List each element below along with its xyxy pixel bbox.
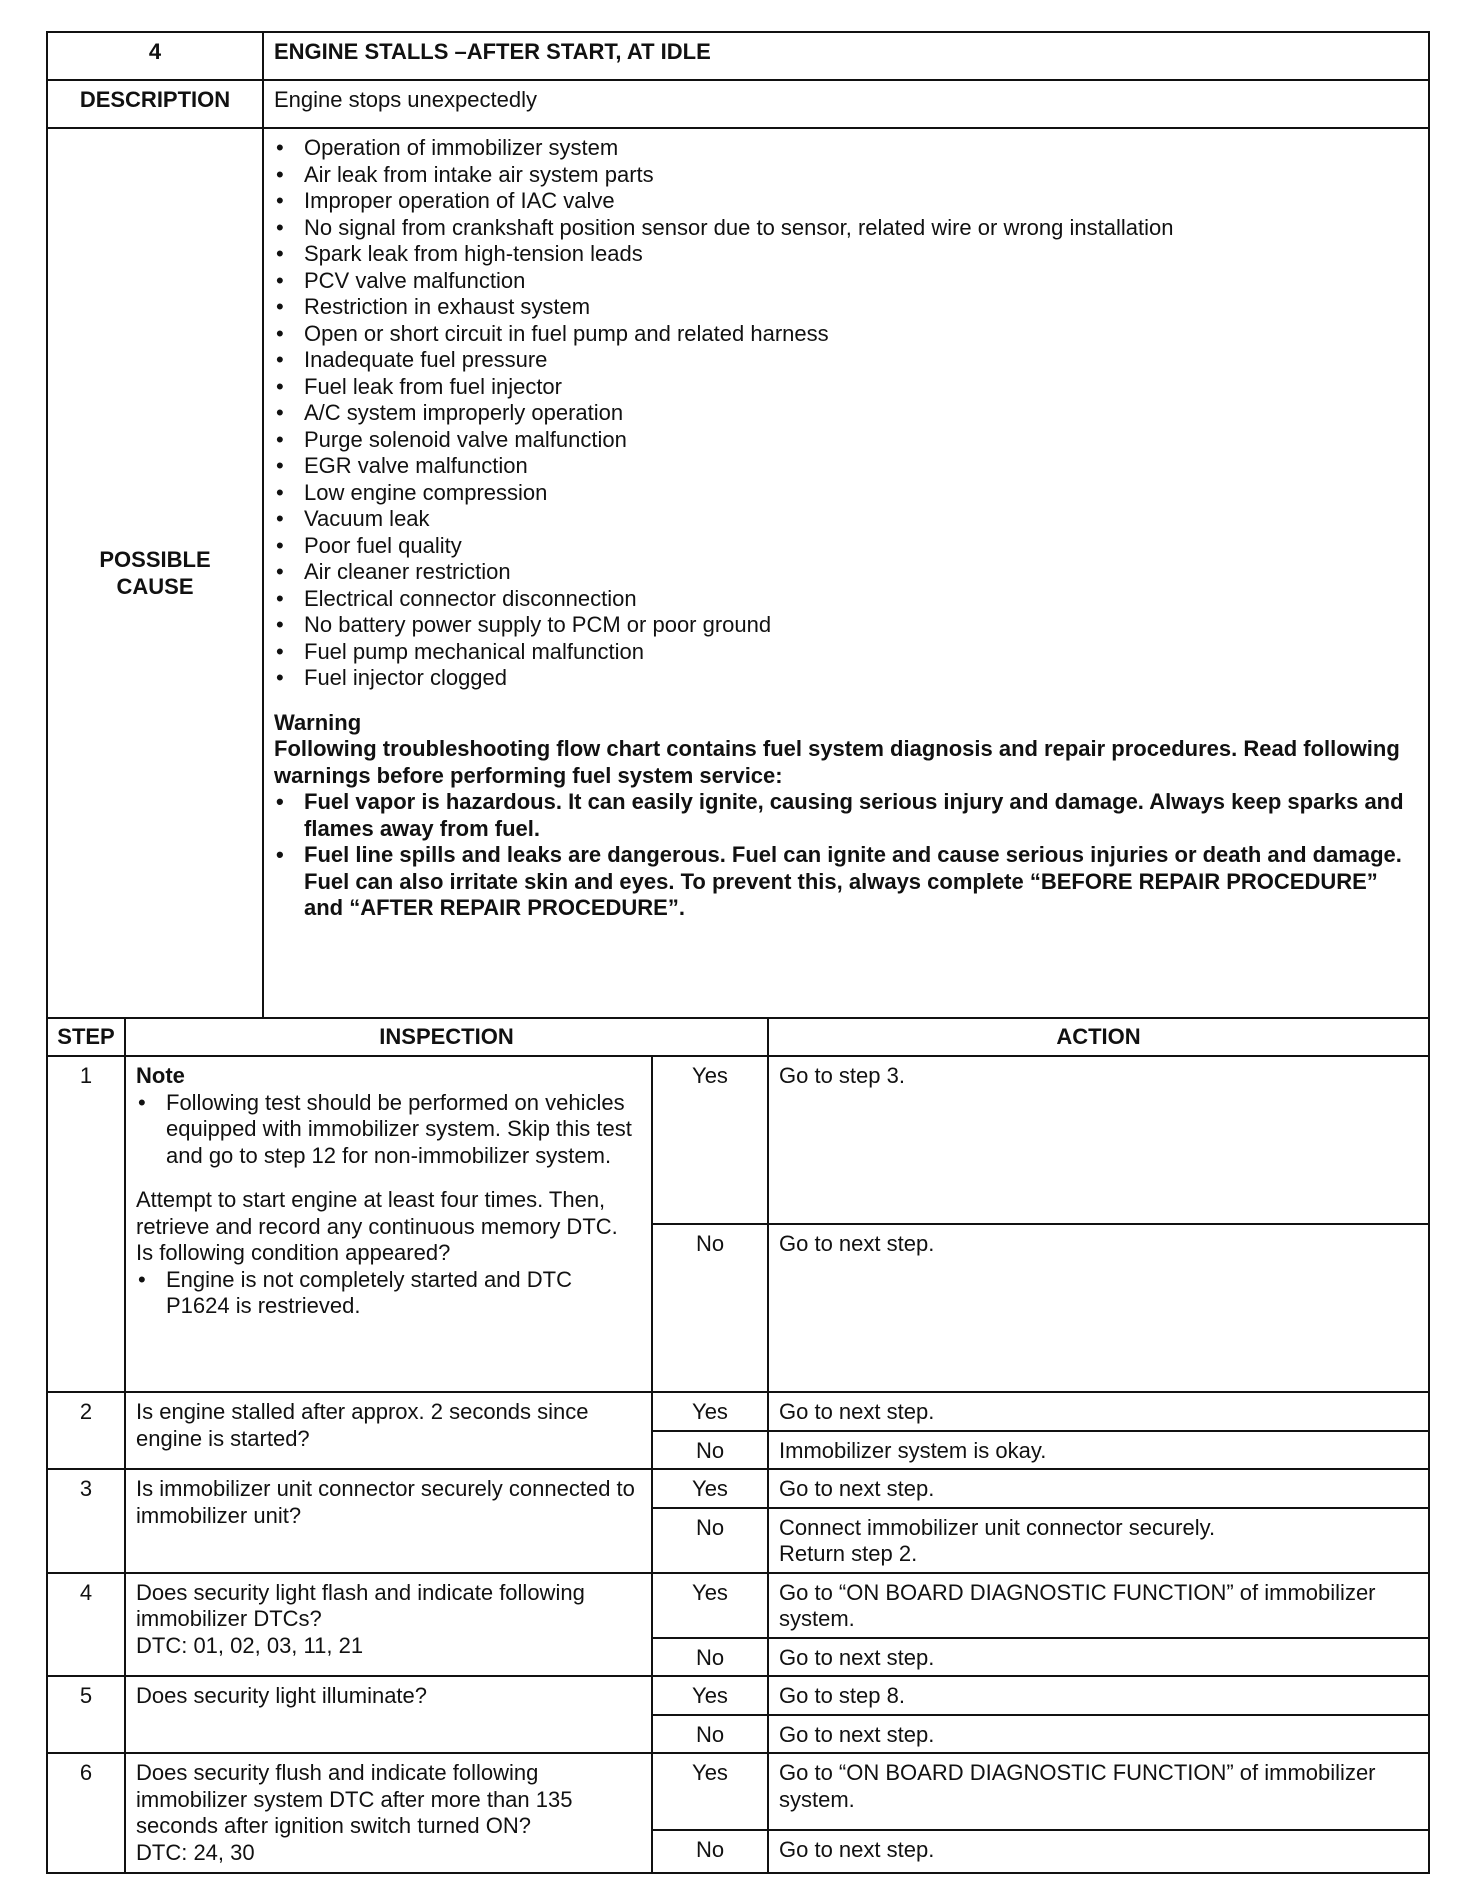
possible-cause-list (263, 128, 1429, 1018)
step-number: 3 (47, 1469, 125, 1573)
yes-action: Go to step 3. (768, 1056, 1429, 1224)
no-label: No (652, 1715, 768, 1754)
steps-table (46, 1017, 1430, 1874)
step-2-inspection: Is engine stalled after approx. 2 seconds since engine is started? (125, 1392, 652, 1469)
warning-item: • Fuel vapor is hazardous. It can easily ignite, causing serious injury and damage. Always keep sparks and flames away from fuel. (274, 789, 1416, 842)
yes-label: Yes (652, 1056, 768, 1224)
cause-item: • Fuel injector clogged (274, 665, 1416, 692)
no-label: No (652, 1508, 768, 1573)
dtc-list: DTC: 24, 30 (136, 1839, 255, 1865)
note-item: • Following test should be performed on vehicles equipped with immobilizer system. Skip this test and go to step 12 for non-immobilizer system. (136, 1090, 641, 1170)
yes-label: Yes (652, 1573, 768, 1638)
cause-item: • Purge solenoid valve malfunction (274, 427, 1416, 454)
warning-intro: Following troubleshooting flow chart contains fuel system diagnosis and repair procedures. Read following warnings before performing fuel system service: (274, 736, 1400, 788)
no-label: No (652, 1431, 768, 1470)
no-action: Connect immobilizer unit connector securely. Return step 2. (768, 1508, 1429, 1573)
diagnostic-page (46, 31, 1430, 1874)
note-title: Note (136, 1063, 185, 1088)
yes-action: Go to “ON BOARD DIAGNOSTIC FUNCTION” of immobilizer system. (768, 1753, 1429, 1830)
cause-item: • Open or short circuit in fuel pump and related harness (274, 321, 1416, 348)
no-action: Go to next step. (768, 1830, 1429, 1873)
possible-cause-label: POSSIBLE CAUSE (47, 128, 263, 1018)
inspection-column-header: INSPECTION (125, 1018, 768, 1056)
cause-item: • Air leak from intake air system parts (274, 162, 1416, 189)
yes-action: Go to next step. (768, 1392, 1429, 1431)
cause-item: • EGR valve malfunction (274, 453, 1416, 480)
cause-item: • PCV valve malfunction (274, 268, 1416, 295)
step-number: 2 (47, 1392, 125, 1469)
warning-block (274, 710, 1416, 922)
no-action: Go to next step. (768, 1715, 1429, 1754)
description-label: DESCRIPTION (47, 80, 263, 128)
cause-item: • Improper operation of IAC valve (274, 188, 1416, 215)
yes-label: Yes (652, 1469, 768, 1508)
cause-item: • Operation of immobilizer system (274, 135, 1416, 162)
yes-action: Go to next step. (768, 1469, 1429, 1508)
inspection-question: Is following condition appeared? (136, 1240, 451, 1265)
symptom-header-table (46, 31, 1430, 1019)
step-4-inspection: Does security light flash and indicate following immobilizer DTCs? DTC: 01, 02, 03, 11, 21 (125, 1573, 652, 1677)
no-action: Immobilizer system is okay. (768, 1431, 1429, 1470)
no-label: No (652, 1224, 768, 1392)
dtc-list: DTC: 01, 02, 03, 11, 21 (136, 1632, 364, 1658)
symptom-number: 4 (47, 32, 263, 80)
no-action: Go to next step. (768, 1638, 1429, 1677)
symptom-title: ENGINE STALLS –AFTER START, AT IDLE (263, 32, 1429, 80)
step-5-inspection: Does security light illuminate? (125, 1676, 652, 1753)
no-label: No (652, 1830, 768, 1873)
inspection-text: Attempt to start engine at least four times. Then, retrieve and record any continuous memory DTC. (136, 1187, 618, 1239)
step-column-header: STEP (47, 1018, 125, 1056)
step-number: 6 (47, 1753, 125, 1873)
step-number: 1 (47, 1056, 125, 1392)
cause-item: • Low engine compression (274, 480, 1416, 507)
cause-item: • Vacuum leak (274, 506, 1416, 533)
cause-item: • Fuel leak from fuel injector (274, 374, 1416, 401)
warning-title: Warning (274, 709, 362, 735)
no-action: Go to next step. (768, 1224, 1429, 1392)
cause-item: • Air cleaner restriction (274, 559, 1416, 586)
step-1-inspection (125, 1056, 652, 1392)
cause-item: • Poor fuel quality (274, 533, 1416, 560)
cause-item: • Electrical connector disconnection (274, 586, 1416, 613)
yes-label: Yes (652, 1753, 768, 1830)
warning-item: • Fuel line spills and leaks are dangerous. Fuel can ignite and cause serious injuries or death and damage. Fuel can also irritate skin and eyes. To prevent this, always complete “BEFORE REPAIR PROCEDURE” and “AFTER REPAIR PROCEDURE”. (274, 842, 1416, 922)
step-number: 5 (47, 1676, 125, 1753)
description-text: Engine stops unexpectedly (263, 80, 1429, 128)
yes-action: Go to step 8. (768, 1676, 1429, 1715)
cause-item: • No battery power supply to PCM or poor ground (274, 612, 1416, 639)
yes-action: Go to “ON BOARD DIAGNOSTIC FUNCTION” of immobilizer system. (768, 1573, 1429, 1638)
cause-item: • No signal from crankshaft position sensor due to sensor, related wire or wrong installation (274, 215, 1416, 242)
step-number: 4 (47, 1573, 125, 1677)
yes-label: Yes (652, 1676, 768, 1715)
condition-item: • Engine is not completely started and DTC P1624 is restrieved. (136, 1267, 641, 1320)
cause-item: • Fuel pump mechanical malfunction (274, 639, 1416, 666)
step-3-inspection: Is immobilizer unit connector securely connected to immobilizer unit? (125, 1469, 652, 1573)
cause-item: • Spark leak from high-tension leads (274, 241, 1416, 268)
cause-item: • Inadequate fuel pressure (274, 347, 1416, 374)
action-column-header: ACTION (768, 1018, 1429, 1056)
step-6-inspection: Does security flush and indicate following immobilizer system DTC after more than 135 seconds after ignition switch turned ON? DTC: 24, 30 (125, 1753, 652, 1873)
cause-item: • Restriction in exhaust system (274, 294, 1416, 321)
cause-item: • A/C system improperly operation (274, 400, 1416, 427)
no-label: No (652, 1638, 768, 1677)
yes-label: Yes (652, 1392, 768, 1431)
